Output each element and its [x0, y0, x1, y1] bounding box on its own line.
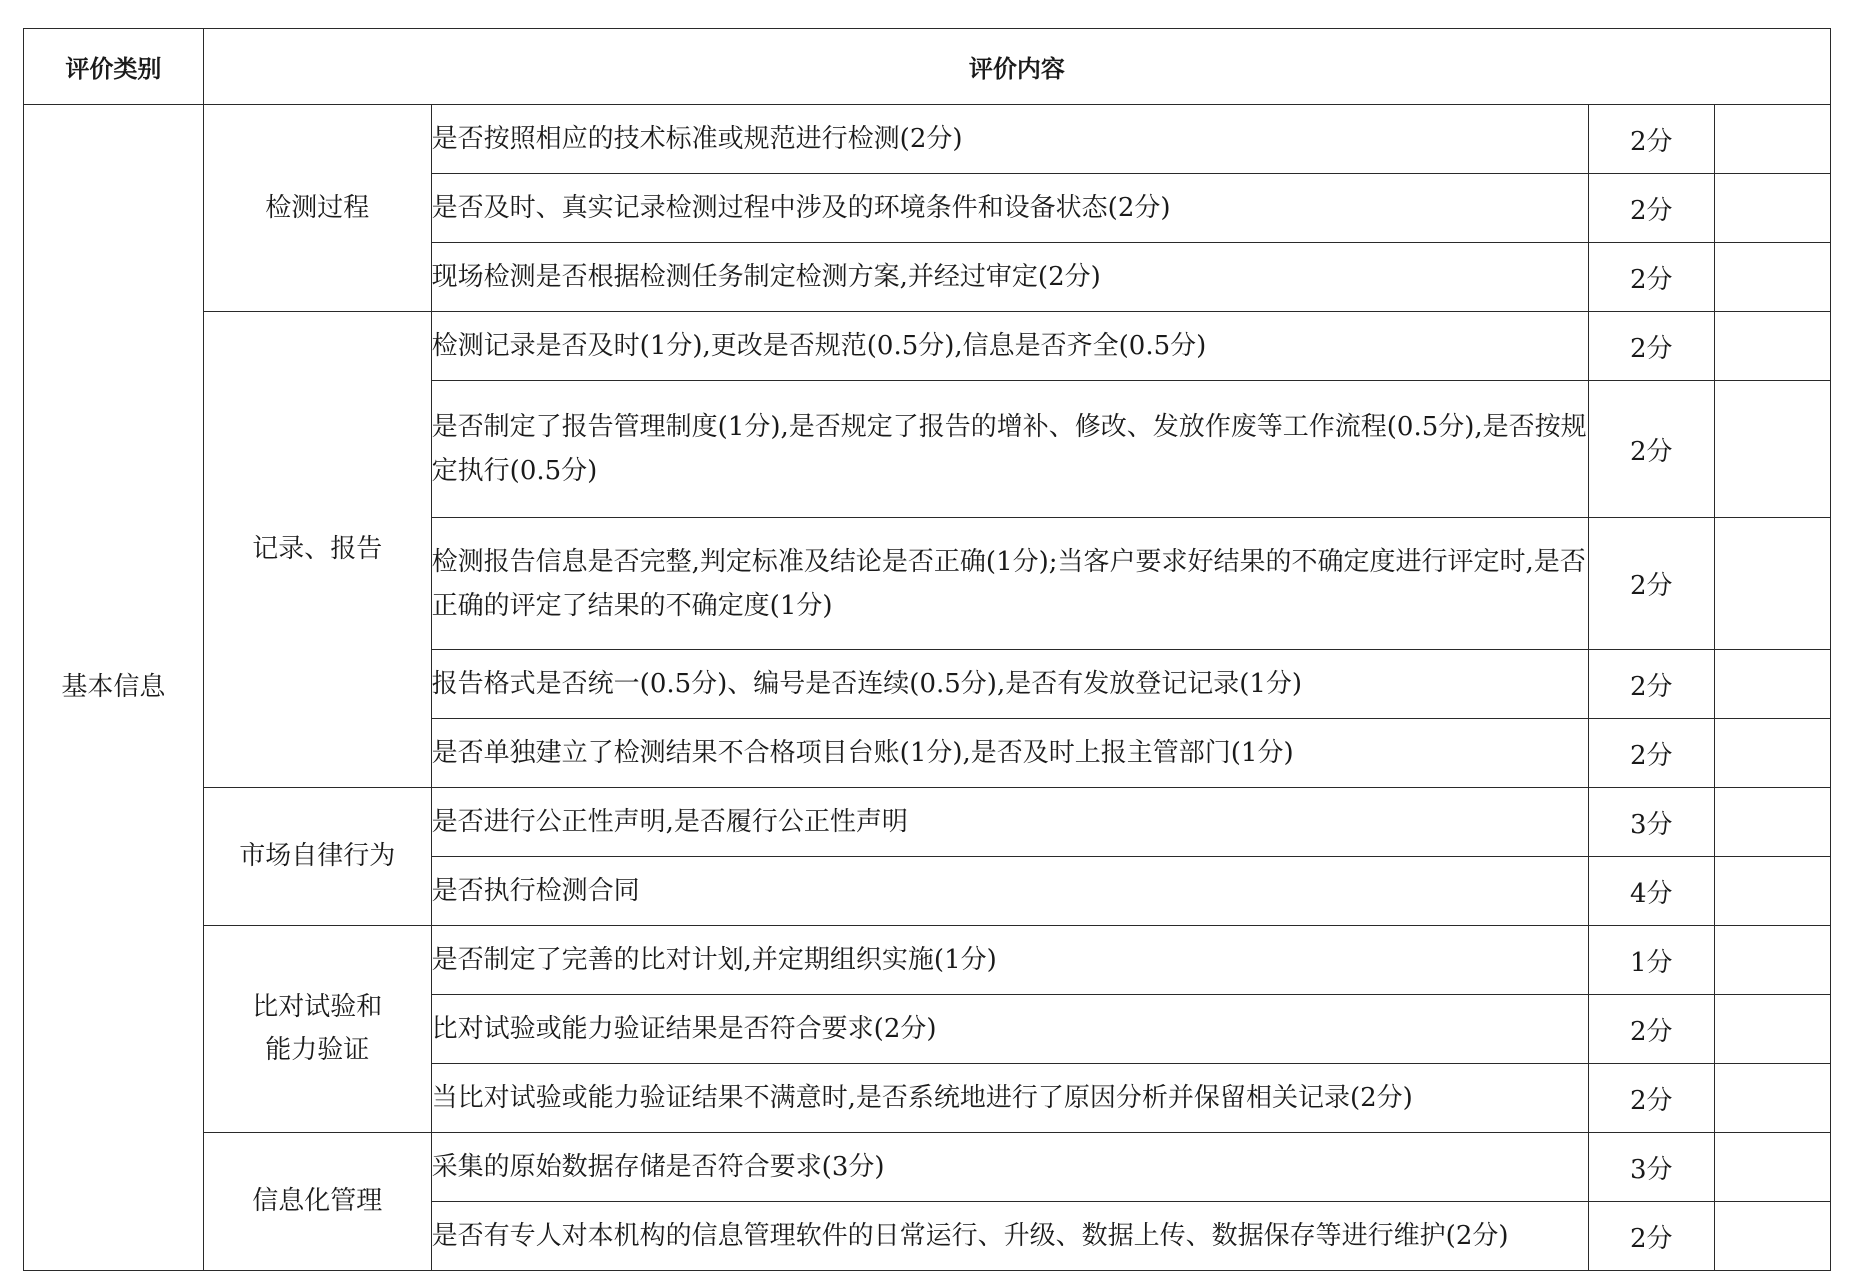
item-score: 3分 — [1588, 788, 1714, 857]
blank-cell — [1714, 243, 1830, 312]
subcategory-line: 比对试验和 — [252, 992, 383, 1022]
item-content: 是否制定了报告管理制度(1分),是否规定了报告的增补、修改、发放作废等工作流程(0.5分),是否按规定执行(0.5分) — [431, 381, 1588, 518]
item-content: 是否单独建立了检测结果不合格项目台账(1分),是否及时上报主管部门(1分) — [431, 719, 1588, 788]
subcategory-line: 能力验证 — [265, 1035, 370, 1065]
item-score: 2分 — [1588, 312, 1714, 381]
header-content: 评价内容 — [203, 29, 1830, 105]
item-content: 比对试验或能力验证结果是否符合要求(2分) — [431, 995, 1588, 1064]
item-content: 是否有专人对本机构的信息管理软件的日常运行、升级、数据上传、数据保存等进行维护(2分) — [431, 1202, 1588, 1271]
item-content: 检测报告信息是否完整,判定标准及结论是否正确(1分);当客户要求好结果的不确定度进行评定时,是否正确的评定了结果的不确定度(1分) — [431, 518, 1588, 650]
item-score: 2分 — [1588, 518, 1714, 650]
subcategory-cell: 记录、报告 — [203, 312, 431, 788]
item-score: 2分 — [1588, 381, 1714, 518]
subcategory-cell — [203, 926, 431, 1133]
item-content: 是否进行公正性声明,是否履行公正性声明 — [431, 788, 1588, 857]
item-score: 2分 — [1588, 995, 1714, 1064]
blank-cell — [1714, 1202, 1830, 1271]
item-content: 报告格式是否统一(0.5分)、编号是否连续(0.5分),是否有发放登记记录(1分) — [431, 650, 1588, 719]
subcategory-cell: 市场自律行为 — [203, 788, 431, 926]
item-content: 是否制定了完善的比对计划,并定期组织实施(1分) — [431, 926, 1588, 995]
subcategory-cell: 检测过程 — [203, 105, 431, 312]
table-row — [24, 105, 1831, 174]
item-content: 当比对试验或能力验证结果不满意时,是否系统地进行了原因分析并保留相关记录(2分) — [431, 1064, 1588, 1133]
item-score: 1分 — [1588, 926, 1714, 995]
evaluation-table — [23, 28, 1831, 1271]
item-content: 是否执行检测合同 — [431, 857, 1588, 926]
blank-cell — [1714, 312, 1830, 381]
item-content: 采集的原始数据存储是否符合要求(3分) — [431, 1133, 1588, 1202]
item-content: 现场检测是否根据检测任务制定检测方案,并经过审定(2分) — [431, 243, 1588, 312]
item-score: 2分 — [1588, 719, 1714, 788]
header-row — [24, 29, 1831, 105]
table-row — [24, 788, 1831, 857]
item-score: 2分 — [1588, 174, 1714, 243]
blank-cell — [1714, 1064, 1830, 1133]
blank-cell — [1714, 174, 1830, 243]
table-row — [24, 312, 1831, 381]
table-row — [24, 926, 1831, 995]
header-category: 评价类别 — [24, 29, 204, 105]
blank-cell — [1714, 719, 1830, 788]
item-score: 2分 — [1588, 1202, 1714, 1271]
item-content: 检测记录是否及时(1分),更改是否规范(0.5分),信息是否齐全(0.5分) — [431, 312, 1588, 381]
category-cell: 基本信息 — [24, 105, 204, 1271]
blank-cell — [1714, 650, 1830, 719]
table-row — [24, 1133, 1831, 1202]
blank-cell — [1714, 788, 1830, 857]
item-score: 3分 — [1588, 1133, 1714, 1202]
item-score: 2分 — [1588, 1064, 1714, 1133]
subcategory-cell: 信息化管理 — [203, 1133, 431, 1271]
item-content: 是否按照相应的技术标准或规范进行检测(2分) — [431, 105, 1588, 174]
blank-cell — [1714, 381, 1830, 518]
blank-cell — [1714, 105, 1830, 174]
item-score: 2分 — [1588, 243, 1714, 312]
item-score: 2分 — [1588, 105, 1714, 174]
item-score: 2分 — [1588, 650, 1714, 719]
blank-cell — [1714, 1133, 1830, 1202]
blank-cell — [1714, 926, 1830, 995]
blank-cell — [1714, 857, 1830, 926]
item-score: 4分 — [1588, 857, 1714, 926]
item-content: 是否及时、真实记录检测过程中涉及的环境条件和设备状态(2分) — [431, 174, 1588, 243]
blank-cell — [1714, 518, 1830, 650]
blank-cell — [1714, 995, 1830, 1064]
